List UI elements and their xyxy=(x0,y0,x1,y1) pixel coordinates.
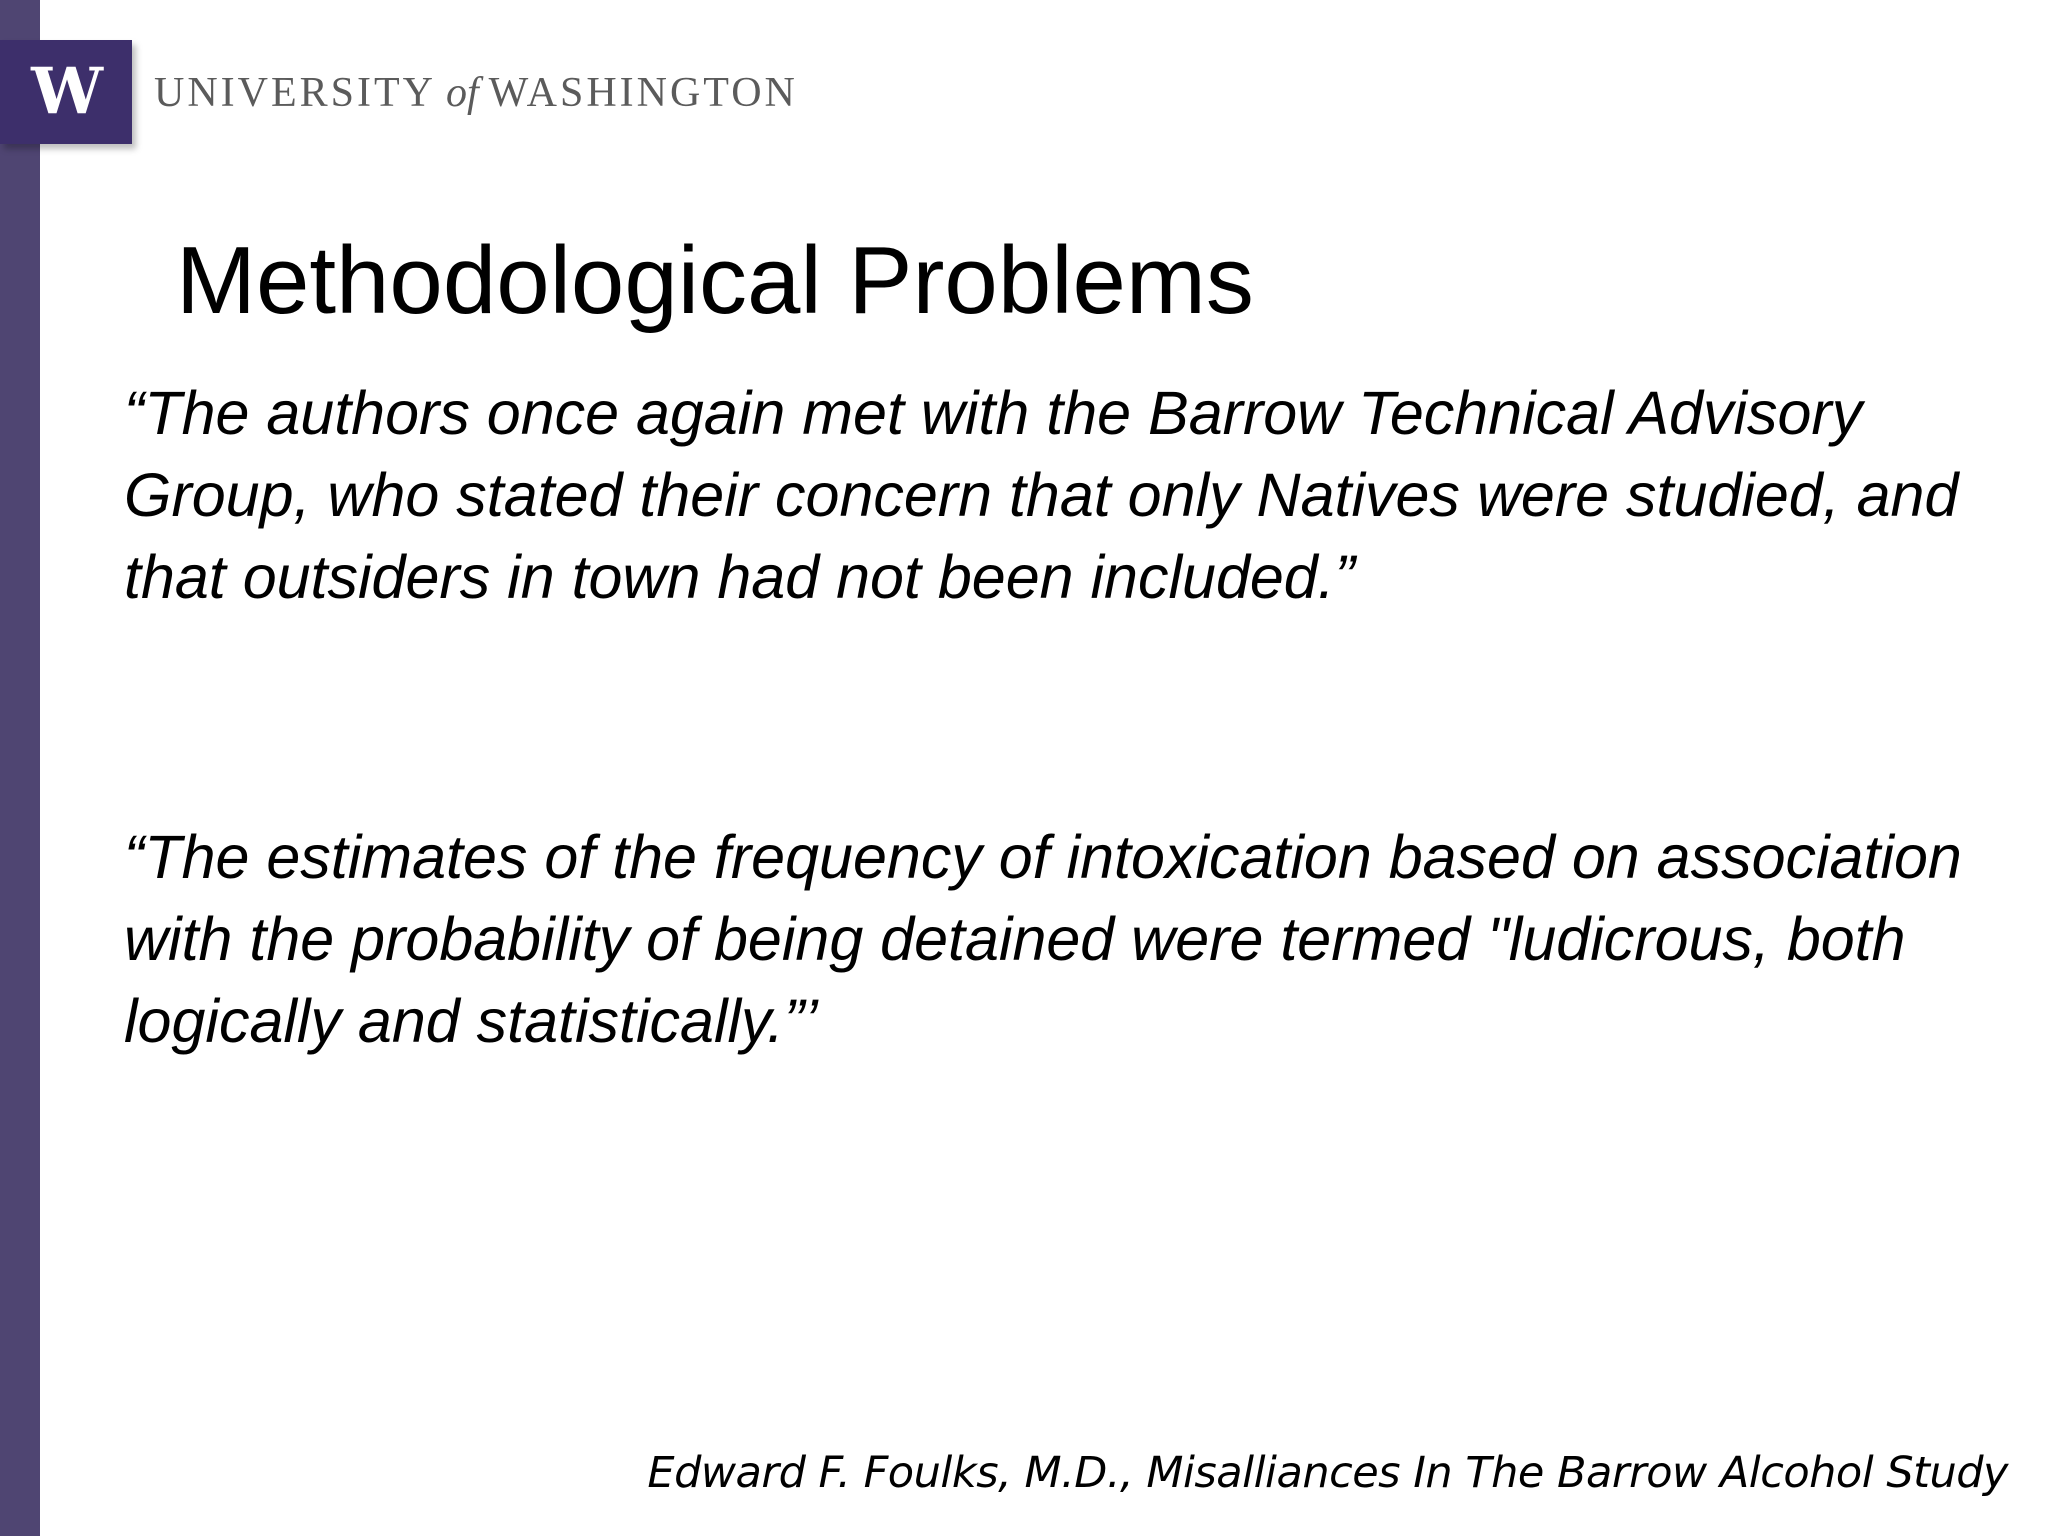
slide-title: Methodological Problems xyxy=(176,227,1254,334)
university-wordmark xyxy=(154,72,798,114)
purple-side-bar xyxy=(0,0,40,1536)
quote-first: “The authors once again met with the Barrow Technical Advisory Group, who stated their concern that only Natives were studied, and that outsiders in town had not been included.” xyxy=(124,379,1959,611)
wordmark-of: of xyxy=(445,70,479,116)
wordmark-university: UNIVERSITY xyxy=(154,70,436,116)
wordmark-washington: WASHINGTON xyxy=(488,70,798,116)
uw-logo-letter: W xyxy=(31,54,101,129)
citation: Edward F. Foulks, M.D., Misalliances In The Barrow Alcohol Study xyxy=(647,1448,2008,1498)
quote-second: “The estimates of the frequency of intoxication based on association with the probability of being detained were termed "ludicrous, both logically and statistically.”’ xyxy=(124,823,1962,1055)
uw-logo xyxy=(0,40,132,144)
